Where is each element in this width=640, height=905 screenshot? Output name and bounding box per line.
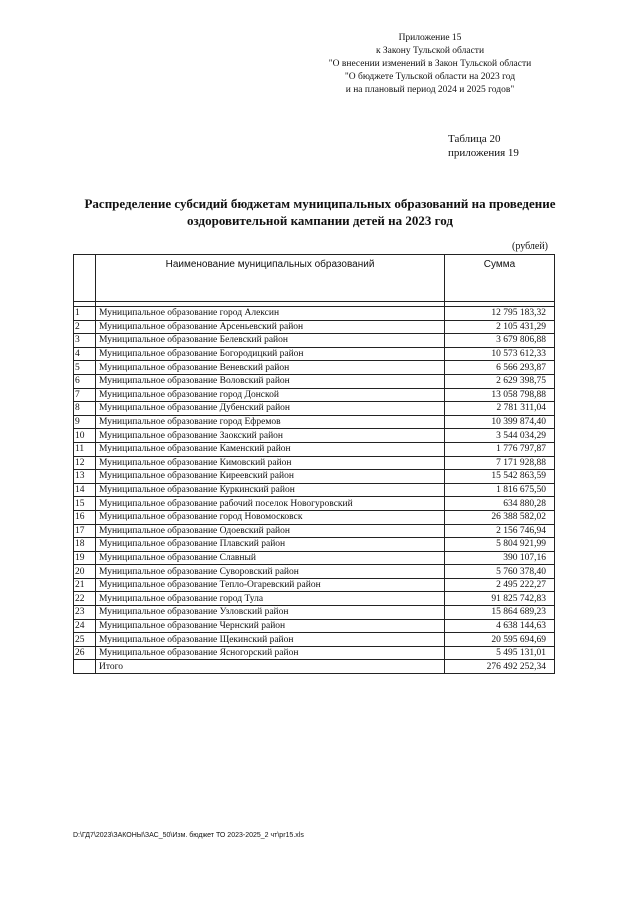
- row-sum: 3 679 806,88: [445, 334, 555, 348]
- row-name: Муниципальное образование Заокский район: [96, 429, 445, 443]
- row-sum: 1 816 675,50: [445, 483, 555, 497]
- annex-line: "О внесении изменений в Закон Тульской области: [328, 59, 532, 69]
- row-number: 7: [74, 388, 96, 402]
- row-name: Муниципальное образование город Тула: [96, 592, 445, 606]
- table-row: [74, 361, 555, 375]
- header-name-cell: Наименование муниципальных образований: [96, 255, 445, 302]
- row-sum: 2 495 222,27: [445, 578, 555, 592]
- row-number: 22: [74, 592, 96, 606]
- row-name: Муниципальное образование Щекинский район: [96, 633, 445, 647]
- annex-line: к Закону Тульской области: [375, 46, 485, 56]
- row-sum: 5 495 131,01: [445, 646, 555, 660]
- row-name: Муниципальное образование Куркинский район: [96, 483, 445, 497]
- row-name: Муниципальное образование Славный: [96, 551, 445, 565]
- row-sum: 2 781 311,04: [445, 402, 555, 416]
- row-name: Муниципальное образование Каменский район: [96, 442, 445, 456]
- row-number: 13: [74, 470, 96, 484]
- row-name: Муниципальное образование Киреевский район: [96, 470, 445, 484]
- header-num-cell: [74, 255, 96, 302]
- row-number: 19: [74, 551, 96, 565]
- table-reference: [448, 132, 519, 160]
- row-number: 24: [74, 619, 96, 633]
- row-sum: 5 804 921,99: [445, 538, 555, 552]
- row-name: Муниципальное образование Узловский район: [96, 606, 445, 620]
- row-name: Муниципальное образование Суворовский район: [96, 565, 445, 579]
- row-name: Муниципальное образование город Донской: [96, 388, 445, 402]
- annex-line: Приложение 15: [398, 33, 462, 43]
- row-number: 6: [74, 374, 96, 388]
- row-number: 3: [74, 334, 96, 348]
- row-name: Муниципальное образование Плавский район: [96, 538, 445, 552]
- total-label: Итого: [96, 660, 445, 674]
- total-sum: 276 492 252,34: [445, 660, 555, 674]
- table-row: [74, 497, 555, 511]
- table-row: [74, 524, 555, 538]
- table-row: [74, 429, 555, 443]
- row-sum: 13 058 798,88: [445, 388, 555, 402]
- row-number: 18: [74, 538, 96, 552]
- row-sum: 15 542 863,59: [445, 470, 555, 484]
- table-row: [74, 592, 555, 606]
- row-name: Муниципальное образование Дубенский район: [96, 402, 445, 416]
- row-number: 9: [74, 415, 96, 429]
- table-row: [74, 483, 555, 497]
- total-row: [74, 660, 555, 674]
- appendix-number: приложения 19: [448, 147, 519, 159]
- annex-line: и на плановый период 2024 и 2025 годов": [345, 85, 515, 95]
- table-row: [74, 606, 555, 620]
- table-row: [74, 347, 555, 361]
- table-row: [74, 646, 555, 660]
- table-row: [74, 442, 555, 456]
- table-row: [74, 578, 555, 592]
- table-number: Таблица 20: [448, 133, 501, 145]
- row-sum: 12 795 183,32: [445, 307, 555, 321]
- row-sum: 3 544 034,29: [445, 429, 555, 443]
- row-number: 20: [74, 565, 96, 579]
- table-row: [74, 388, 555, 402]
- row-number: 26: [74, 646, 96, 660]
- title-line-2: оздоровительной кампании детей на 2023 год: [187, 213, 453, 228]
- row-number: 16: [74, 510, 96, 524]
- header-sum-cell: Сумма: [445, 255, 555, 302]
- row-sum: 20 595 694,69: [445, 633, 555, 647]
- table-body: [74, 307, 555, 660]
- table-row: [74, 510, 555, 524]
- row-sum: 6 566 293,87: [445, 361, 555, 375]
- row-number: 1: [74, 307, 96, 321]
- row-number: 21: [74, 578, 96, 592]
- row-name: Муниципальное образование Арсеньевский район: [96, 320, 445, 334]
- row-number: 17: [74, 524, 96, 538]
- table-row: [74, 470, 555, 484]
- row-name: Муниципальное образование город Новомосковск: [96, 510, 445, 524]
- title-line-1: Распределение субсидий бюджетам муниципальных образований на проведение: [84, 196, 556, 211]
- row-sum: 2 156 746,94: [445, 524, 555, 538]
- row-name: Муниципальное образование Воловский район: [96, 374, 445, 388]
- row-sum: 10 399 874,40: [445, 415, 555, 429]
- row-name: Муниципальное образование Ясногорский район: [96, 646, 445, 660]
- table-row: [74, 334, 555, 348]
- row-sum: 634 880,28: [445, 497, 555, 511]
- row-sum: 10 573 612,33: [445, 347, 555, 361]
- row-name: Муниципальное образование город Алексин: [96, 307, 445, 321]
- row-number: 14: [74, 483, 96, 497]
- table-row: [74, 551, 555, 565]
- table-row: [74, 633, 555, 647]
- row-sum: 15 864 689,23: [445, 606, 555, 620]
- row-number: 4: [74, 347, 96, 361]
- row-name: Муниципальное образование Одоевский район: [96, 524, 445, 538]
- table-row: [74, 565, 555, 579]
- row-name: Муниципальное образование Тепло-Огаревский район: [96, 578, 445, 592]
- row-name: Муниципальное образование Чернский район: [96, 619, 445, 633]
- row-sum: 26 388 582,02: [445, 510, 555, 524]
- row-name: Муниципальное образование Кимовский район: [96, 456, 445, 470]
- table-row: [74, 307, 555, 321]
- table-row: [74, 402, 555, 416]
- file-path: D:\ГД7\2023\ЗАКОНЫ\ЗАС_50\Изм. бюджет ТО 2023-2025_2 чт\pr15.xls: [73, 832, 304, 839]
- row-sum: 390 107,16: [445, 551, 555, 565]
- row-number: 23: [74, 606, 96, 620]
- row-number: 12: [74, 456, 96, 470]
- row-number: 5: [74, 361, 96, 375]
- row-number: 2: [74, 320, 96, 334]
- table-row: [74, 538, 555, 552]
- row-name: Муниципальное образование Богородицкий район: [96, 347, 445, 361]
- row-sum: 4 638 144,63: [445, 619, 555, 633]
- table-row: [74, 320, 555, 334]
- row-sum: 1 776 797,87: [445, 442, 555, 456]
- row-number: 11: [74, 442, 96, 456]
- row-number: 15: [74, 497, 96, 511]
- row-name: Муниципальное образование Белевский район: [96, 334, 445, 348]
- row-sum: 2 629 398,75: [445, 374, 555, 388]
- table-row: [74, 415, 555, 429]
- row-sum: 91 825 742,83: [445, 592, 555, 606]
- document-title: [60, 195, 580, 229]
- row-number: 10: [74, 429, 96, 443]
- row-number: 25: [74, 633, 96, 647]
- annex-reference: [300, 32, 560, 97]
- total-num-cell: [74, 660, 96, 674]
- table-header-row: [74, 255, 555, 302]
- row-sum: 5 760 378,40: [445, 565, 555, 579]
- row-name: Муниципальное образование Веневский район: [96, 361, 445, 375]
- units-label: (рублей): [512, 241, 549, 252]
- row-sum: 7 171 928,88: [445, 456, 555, 470]
- table-row: [74, 456, 555, 470]
- table-row: [74, 619, 555, 633]
- row-sum: 2 105 431,29: [445, 320, 555, 334]
- subsidy-table: [73, 254, 555, 674]
- annex-line: "О бюджете Тульской области на 2023 год: [344, 72, 516, 82]
- row-name: Муниципальное образование город Ефремов: [96, 415, 445, 429]
- table-row: [74, 374, 555, 388]
- row-name: Муниципальное образование рабочий поселок Новогуровский: [96, 497, 445, 511]
- row-number: 8: [74, 402, 96, 416]
